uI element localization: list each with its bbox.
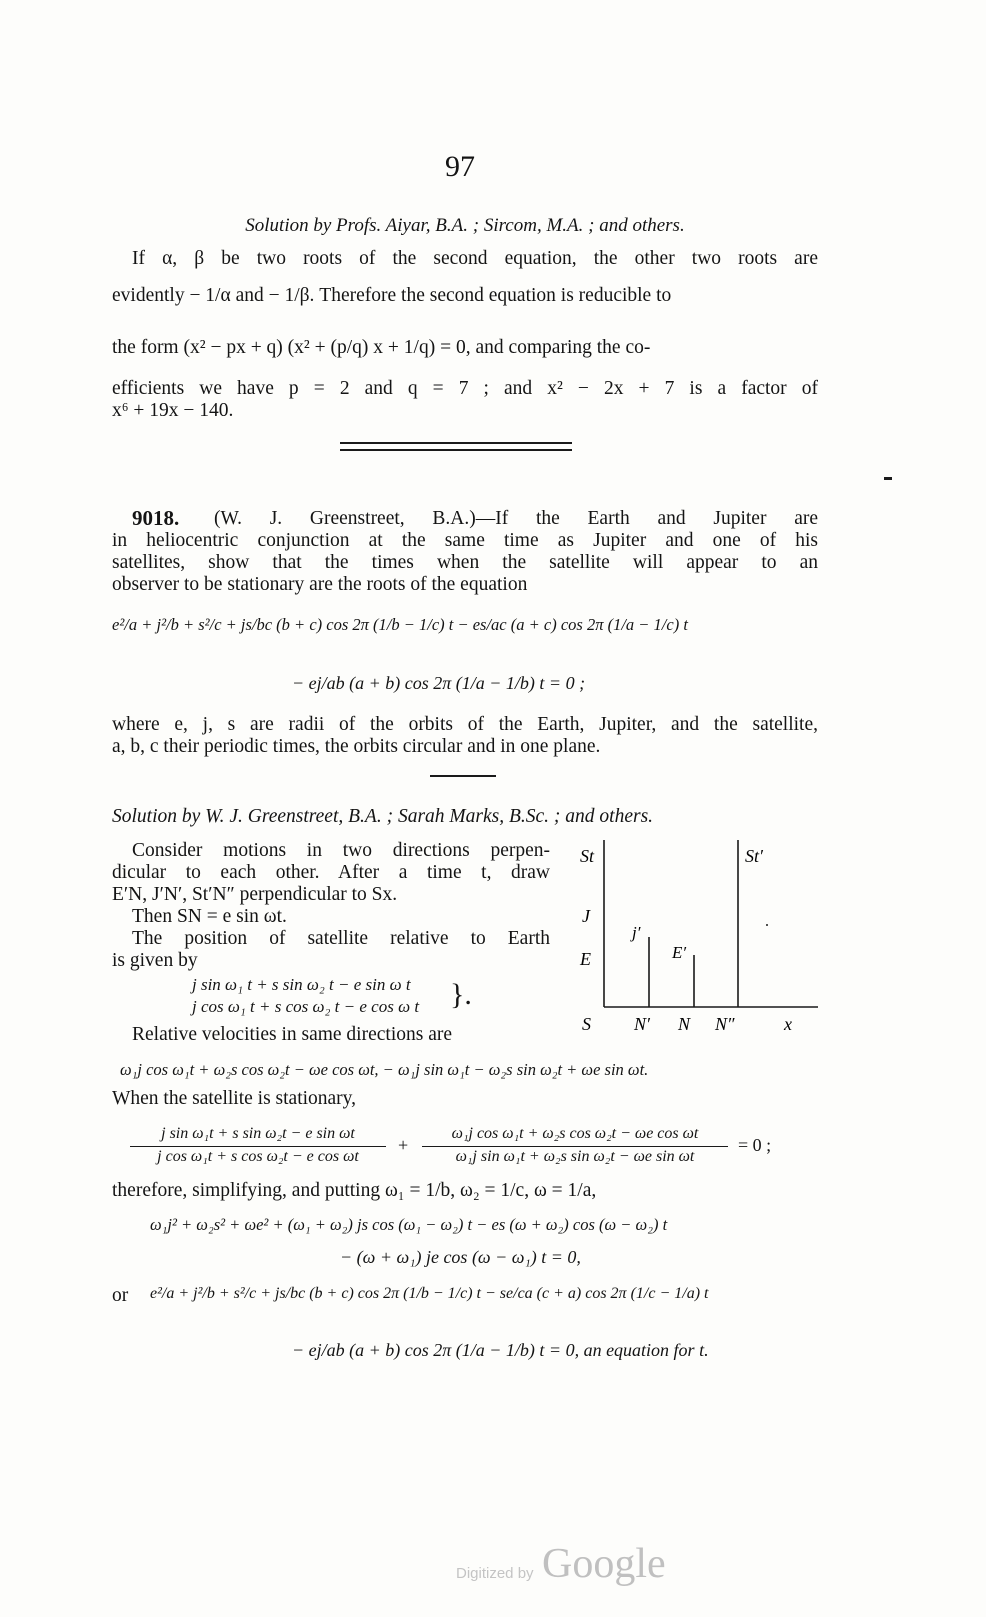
label-x: x bbox=[784, 1014, 792, 1034]
solution-1-line-2: evidently − 1/α and − 1/β. Therefore the second equation is reducible to bbox=[112, 285, 672, 306]
solution-2-line-6: is given by bbox=[112, 950, 198, 971]
fraction-1-numerator: j sin ω₁t + s sin ω₂t − e sin ωt bbox=[161, 1125, 355, 1142]
fraction-plus: + bbox=[398, 1135, 409, 1155]
question-line-1: (W. J. Greenstreet, B.A.)—If the Earth and Jupiter are bbox=[214, 508, 818, 529]
digitized-by-label: Digitized by bbox=[456, 1565, 534, 1582]
solution-2-line-4: Then SN = e sin ωt. bbox=[132, 906, 287, 927]
question-line-6: a, b, c their periodic times, the orbits circular and in one plane. bbox=[112, 736, 601, 757]
solution-2-line-9: therefore, simplifying, and putting ω₁ = 1/b, ω₂ = 1/c, ω = 1/a, bbox=[112, 1180, 597, 1201]
label-j-prime: j′ bbox=[632, 923, 641, 942]
fraction-2-denominator: ω₁j sin ω₁t + ω₂s sin ω₂t − ωe sin ωt bbox=[455, 1148, 695, 1165]
label-St-prime: St′ bbox=[745, 846, 763, 866]
fraction-2-bar bbox=[422, 1146, 728, 1147]
solution-2-line-3: E′N, J′N′, St′N″ perpendicular to Sx. bbox=[112, 884, 398, 905]
question-line-5: where e, j, s are radii of the orbits of the Earth, Jupiter, and the satellite, bbox=[112, 714, 818, 735]
solution-2-line-2: dicular to each other. After a time t, draw bbox=[112, 862, 550, 883]
question-number: 9018. bbox=[132, 506, 180, 530]
solution-2-line-7: Relative velocities in same directions are bbox=[132, 1024, 453, 1045]
solution-2-line-8: When the satellite is stationary, bbox=[112, 1088, 357, 1109]
label-E-prime: E′ bbox=[672, 943, 687, 962]
label-N-double-prime: N″ bbox=[715, 1014, 735, 1034]
orbit-diagram bbox=[570, 830, 830, 1040]
fraction-1-bar bbox=[130, 1146, 386, 1147]
solution-2-heading: Solution by W. J. Greenstreet, B.A. ; Sarah Marks, B.Sc. ; and others. bbox=[112, 806, 654, 827]
solution-2-line-5: The position of satellite relative to Earth bbox=[132, 928, 550, 949]
question-line-3: satellites, show that the times when the satellite will appear to an bbox=[112, 552, 818, 573]
label-E: E bbox=[580, 949, 591, 969]
label-St: St bbox=[580, 846, 595, 866]
position-equation-2: j cos ω₁ t + s cos ω₂ t − e cos ω t bbox=[192, 997, 420, 1016]
label-N: N bbox=[678, 1014, 691, 1034]
margin-mark bbox=[884, 477, 892, 480]
or-label: or bbox=[112, 1285, 129, 1306]
question-equation-2: − ej/ab (a + b) cos 2π (1/a − 1/b) t = 0 ; bbox=[292, 673, 586, 693]
position-equation-1: j sin ω₁ t + s sin ω₂ t − e sin ω t bbox=[192, 975, 411, 994]
label-J: J bbox=[582, 906, 590, 926]
label-N-prime: N′ bbox=[634, 1014, 650, 1034]
fraction-2-numerator: ω₁j cos ω₁t + ω₂s cos ω₂t − ωe cos ωt bbox=[451, 1125, 699, 1142]
solution-1-line-5: x⁶ + 19x − 140. bbox=[112, 400, 234, 421]
fraction-equals-zero: = 0 ; bbox=[738, 1135, 772, 1155]
section-divider-bottom bbox=[340, 449, 572, 451]
label-S: S bbox=[582, 1014, 591, 1034]
question-equation-1: e²/a + j²/b + s²/c + js/bc (b + c) cos 2π (1/b − 1/c) t − es/ac (a + c) cos 2π (1/a − 1/c) t bbox=[112, 615, 688, 634]
question-line-2: in heliocentric conjunction at the same time as Jupiter and one of his bbox=[112, 530, 818, 551]
google-logo: Google bbox=[542, 1541, 666, 1587]
solution-2-line-1: Consider motions in two directions perpen- bbox=[132, 840, 550, 861]
simplified-equation-1: ω₁j² + ω₂s² + ωe² + (ω₁ + ω₂) js cos (ω₁ − ω₂) t − es (ω + ω₂) cos (ω − ω₂) t bbox=[150, 1215, 668, 1234]
solution-1-heading: Solution by Profs. Aiyar, B.A. ; Sircom, M.A. ; and others. bbox=[245, 215, 685, 236]
section-divider-short bbox=[430, 775, 496, 777]
position-brace: }. bbox=[450, 978, 472, 1011]
solution-1-line-1: If α, β be two roots of the second equation, the other two roots are bbox=[132, 248, 818, 269]
solution-1-line-4: efficients we have p = 2 and q = 7 ; and x² − 2x + 7 is a factor of bbox=[112, 378, 818, 399]
simplified-equation-2: − (ω + ω₁) je cos (ω − ω₁) t = 0, bbox=[340, 1247, 581, 1267]
page-number: 97 bbox=[445, 150, 475, 183]
section-divider-top bbox=[340, 442, 572, 444]
fraction-1-denominator: j cos ω₁t + s cos ω₂t − e cos ωt bbox=[157, 1148, 359, 1165]
velocity-equation: ω₁j cos ω₁t + ω₂s cos ω₂t − ωe cos ωt, − ω₁j sin ω₁t − ω₂s sin ω₂t + ωe sin ωt. bbox=[120, 1060, 649, 1079]
solution-1-line-3: the form (x² − px + q) (x² + (p/q) x + 1/q) = 0, and comparing the co- bbox=[112, 337, 651, 358]
final-equation-1: e²/a + j²/b + s²/c + js/bc (b + c) cos 2π (1/b − 1/c) t − se/ca (c + a) cos 2π (1/c − 1/a) t bbox=[150, 1285, 709, 1302]
diagram-dot bbox=[766, 924, 768, 926]
question-line-4: observer to be stationary are the roots of the equation bbox=[112, 574, 528, 595]
final-equation-2: − ej/ab (a + b) cos 2π (1/a − 1/b) t = 0, an equation for t. bbox=[292, 1340, 709, 1360]
